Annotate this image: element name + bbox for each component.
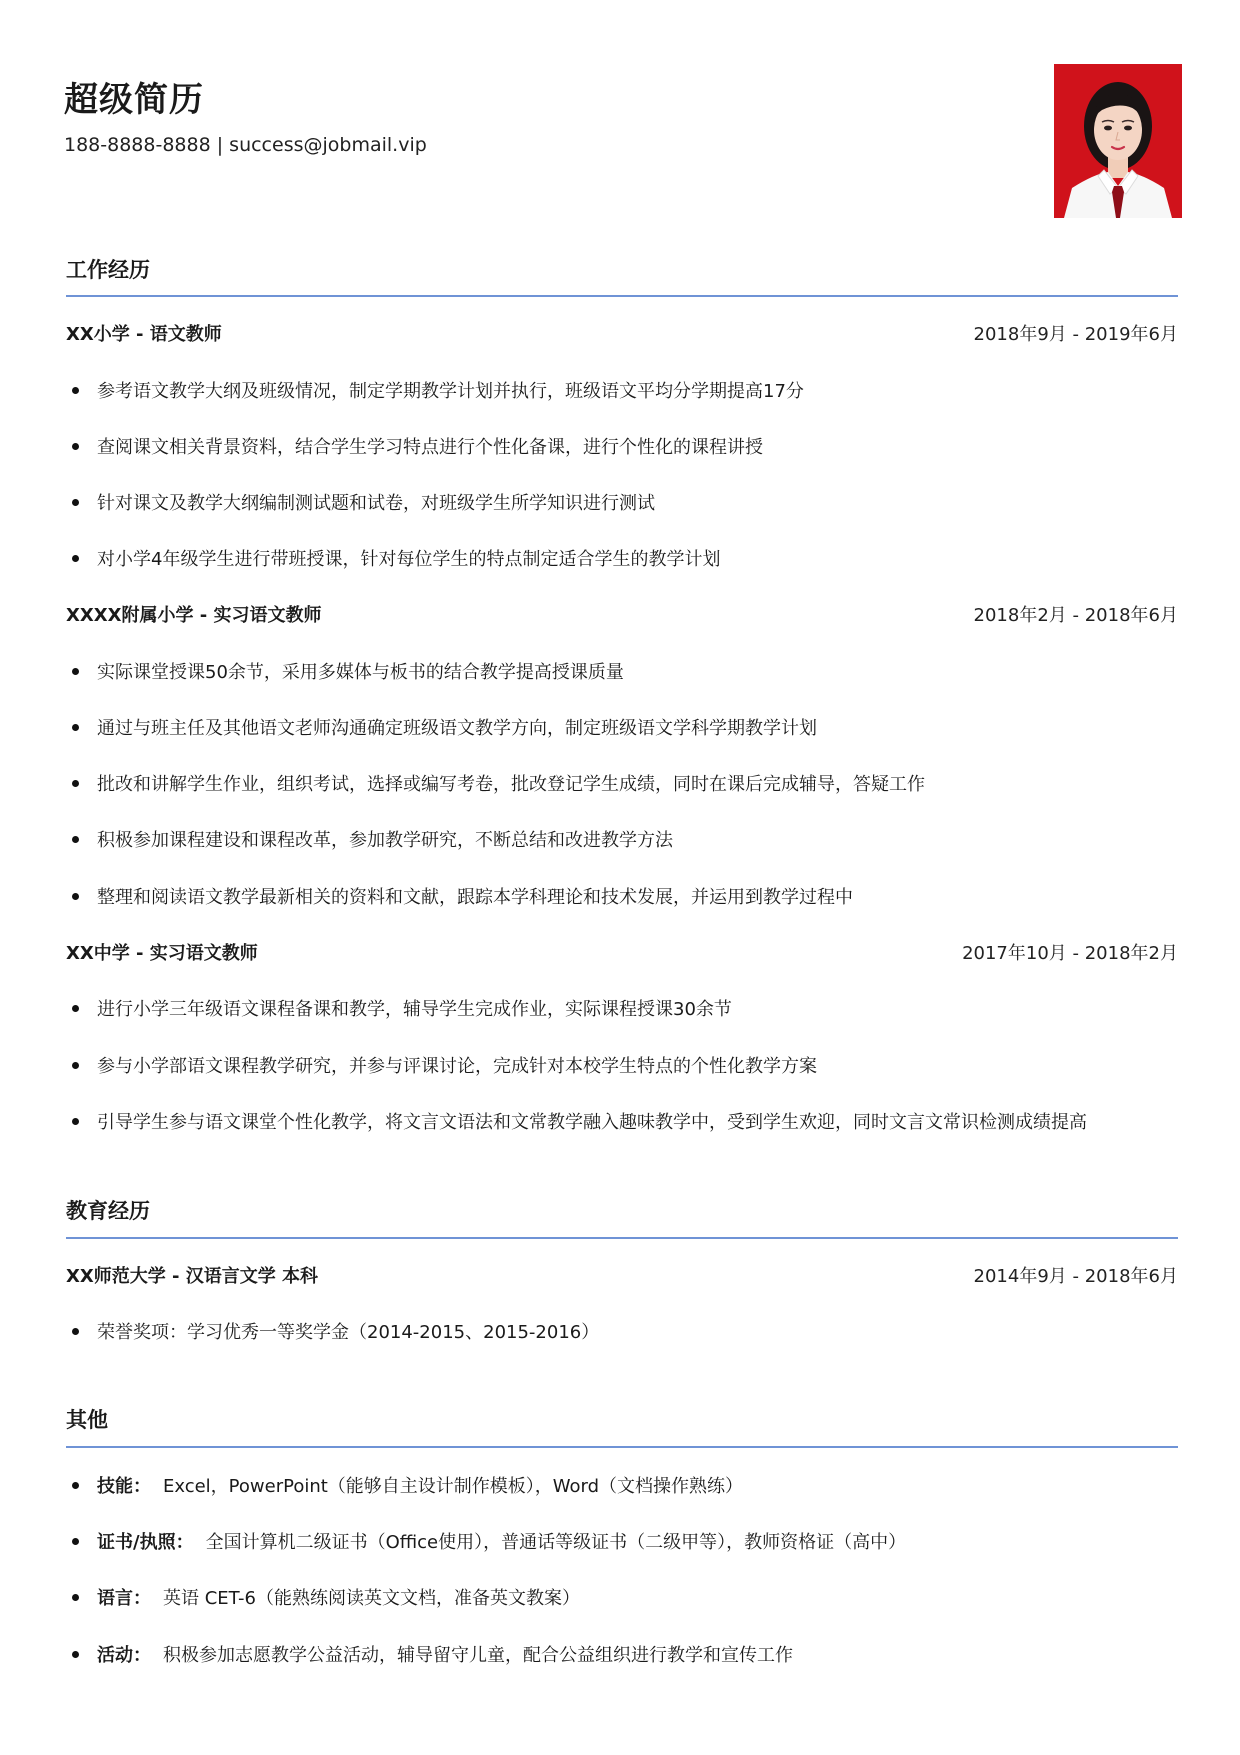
list-item: 实际课堂授课50余节，采用多媒体与板书的结合教学提高授课质量 bbox=[72, 657, 1182, 685]
list-item: 整理和阅读语文教学最新相关的资料和文献，跟踪本学科理论和技术发展，并运用到教学过程中 bbox=[72, 882, 1182, 910]
job-title: XXXX附属小学 - 实习语文教师 bbox=[66, 605, 322, 626]
job-date: 2017年10月 - 2018年2月 bbox=[962, 943, 1178, 964]
bullet-dot bbox=[72, 1062, 79, 1069]
bullet-dot bbox=[72, 668, 79, 675]
bullet-dot bbox=[72, 1005, 79, 1012]
list-item: 对小学4年级学生进行带班授课，针对每位学生的特点制定适合学生的教学计划 bbox=[72, 544, 1182, 572]
job-title: XX小学 - 语文教师 bbox=[66, 324, 222, 345]
bullet-dot bbox=[72, 724, 79, 731]
section-divider bbox=[66, 1237, 1178, 1239]
list-item: 通过与班主任及其他语文老师沟通确定班级语文教学方向，制定班级语文学科学期教学计划 bbox=[72, 713, 1182, 741]
job-date: 2018年2月 - 2018年6月 bbox=[973, 605, 1178, 626]
list-item: 荣誉奖项：学习优秀一等奖学金（2014-2015、2015-2016） bbox=[72, 1317, 1182, 1345]
list-item: 引导学生参与语文课堂个性化教学，将文言文语法和文常教学融入趣味教学中，受到学生欢迎，同时文言文常识检测成绩提高 bbox=[72, 1107, 1182, 1135]
section-title-education: 教育经历 bbox=[66, 1199, 150, 1223]
bullet-dot bbox=[72, 780, 79, 787]
list-item: 积极参加课程建设和课程改革，参加教学研究，不断总结和改进教学方法 bbox=[72, 825, 1182, 853]
list-item: 批改和讲解学生作业，组织考试，选择或编写考卷，批改登记学生成绩，同时在课后完成辅导，答疑工作 bbox=[72, 769, 1182, 797]
resume-name: 超级简历 bbox=[64, 80, 204, 120]
bullet-dot bbox=[72, 1651, 79, 1658]
list-item: 针对课文及教学大纲编制测试题和试卷，对班级学生所学知识进行测试 bbox=[72, 488, 1182, 516]
list-item: 参考语文教学大纲及班级情况，制定学期教学计划并执行，班级语文平均分学期提高17分 bbox=[72, 376, 1182, 404]
bullet-dot bbox=[72, 499, 79, 506]
list-item: 参与小学部语文课程教学研究，并参与评课讨论，完成针对本校学生特点的个性化教学方案 bbox=[72, 1051, 1182, 1079]
school-title: XX师范大学 - 汉语言文学 本科 bbox=[66, 1266, 319, 1287]
list-item: 查阅课文相关背景资料，结合学生学习特点进行个性化备课，进行个性化的课程讲授 bbox=[72, 432, 1182, 460]
education-entry-header bbox=[66, 1261, 1178, 1289]
job-date: 2018年9月 - 2019年6月 bbox=[973, 324, 1178, 345]
bullet-dot bbox=[72, 836, 79, 843]
list-item: 技能： Excel，PowerPoint（能够自主设计制作模板），Word（文档操作熟练） bbox=[72, 1471, 1182, 1499]
bullet-dot bbox=[72, 555, 79, 562]
bullet-dot bbox=[72, 1538, 79, 1545]
job-title: XX中学 - 实习语文教师 bbox=[66, 943, 258, 964]
item-label: 语言： bbox=[97, 1588, 151, 1609]
item-label: 证书/执照： bbox=[97, 1532, 194, 1553]
bullet-dot bbox=[72, 1118, 79, 1125]
section-title-work: 工作经历 bbox=[66, 258, 150, 282]
bullet-dot bbox=[72, 387, 79, 394]
item-label: 技能： bbox=[97, 1476, 151, 1497]
bullet-dot bbox=[72, 443, 79, 450]
job-entry-header bbox=[66, 319, 1178, 347]
contact-info: 188-8888-8888 | success@jobmail.vip bbox=[64, 134, 427, 156]
section-divider bbox=[66, 1446, 1178, 1448]
list-item: 进行小学三年级语文课程备课和教学，辅导学生完成作业，实际课程授课30余节 bbox=[72, 994, 1182, 1022]
bullet-dot bbox=[72, 1328, 79, 1335]
profile-photo bbox=[1054, 64, 1182, 218]
section-divider bbox=[66, 295, 1178, 297]
list-item: 活动： 积极参加志愿教学公益活动，辅导留守儿童，配合公益组织进行教学和宣传工作 bbox=[72, 1640, 1182, 1668]
job-entry-header bbox=[66, 938, 1178, 966]
item-label: 活动： bbox=[97, 1645, 151, 1666]
bullet-dot bbox=[72, 1594, 79, 1601]
section-title-other: 其他 bbox=[66, 1408, 108, 1432]
education-date: 2014年9月 - 2018年6月 bbox=[973, 1266, 1178, 1287]
job-entry-header bbox=[66, 600, 1178, 628]
list-item: 语言： 英语 CET-6（能熟练阅读英文文档，准备英文教案） bbox=[72, 1583, 1182, 1611]
bullet-dot bbox=[72, 893, 79, 900]
bullet-dot bbox=[72, 1482, 79, 1489]
list-item: 证书/执照： 全国计算机二级证书（Office使用），普通话等级证书（二级甲等），教师资格证（高中） bbox=[72, 1527, 1182, 1555]
